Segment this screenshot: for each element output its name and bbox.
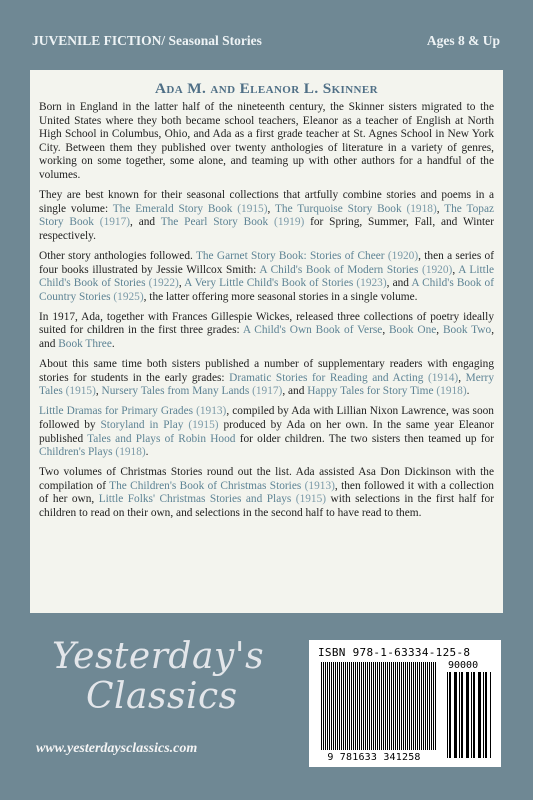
publication-year: (1918) (401, 202, 437, 215)
barcode-bar (325, 662, 326, 750)
barcode-bar (427, 662, 428, 750)
isbn-label: ISBN 978-1-63334-125-8 (318, 646, 471, 659)
barcode-bar (365, 662, 366, 750)
bio-text-run: , (458, 371, 466, 384)
book-title: Book Two (442, 324, 492, 337)
bio-text-run: In 1917, Ada, together with Frances Gillespie Wickes, released three collections of poetry ideally suited for children in the first three grades: (39, 310, 494, 337)
barcode-bar (371, 662, 372, 750)
publication-year: (1917) (249, 385, 283, 398)
age-range: Ages 8 & Up (426, 33, 500, 48)
barcode-bar (389, 662, 390, 750)
bio-text-run: , the latter offering more seasonal stories in a single volume. (143, 290, 418, 303)
barcode-bar (379, 662, 380, 750)
publication-year: (1920) (418, 263, 453, 276)
bio-paragraph (39, 405, 494, 459)
barcode-bar (321, 662, 322, 750)
publisher-logo (42, 636, 265, 756)
book-title: Little Folks' Christmas Stories and Plays (98, 493, 292, 506)
barcode-bar (369, 662, 370, 750)
publication-year: (1925) (110, 290, 144, 303)
barcode-bar (417, 662, 418, 750)
barcode-bar (419, 662, 420, 750)
book-title: Children's Plays (39, 446, 113, 459)
barcode-bar (413, 662, 414, 750)
book-title: Book One (388, 324, 437, 337)
barcode-bar (393, 662, 394, 750)
bio-text-run: . (111, 338, 115, 350)
barcode-bar (459, 672, 460, 758)
author-bio-panel (30, 70, 503, 613)
barcode-bar (447, 672, 448, 758)
barcode-bar (381, 662, 382, 750)
barcode-bar (433, 662, 434, 750)
barcode-bar (403, 662, 404, 750)
logo-text-yesterdays: Yesterday's (52, 636, 265, 677)
book-title: A Little Child's Book of Stories (39, 263, 495, 290)
book-title: Dramatic Stories for Reading and Acting (229, 371, 424, 384)
bio-paragraph (39, 311, 494, 352)
barcode-bar (391, 662, 392, 750)
barcode-bar (343, 662, 344, 750)
book-title: Book Three (58, 338, 112, 350)
barcode-bar (461, 672, 463, 758)
bio-text-run: , and (39, 324, 495, 350)
publication-year: (1920) (384, 249, 419, 262)
bio-text-run: , (178, 277, 185, 290)
barcode-bar (333, 662, 334, 750)
bio-text-run: for older children. The two sisters then teamed up for (235, 432, 494, 445)
barcode-bar (429, 662, 430, 750)
barcode-bar (401, 662, 402, 750)
barcode-bar (327, 662, 328, 750)
bio-text-run: , (452, 263, 459, 276)
barcode-bar (421, 662, 422, 750)
barcode-bar (361, 662, 362, 750)
barcode-bar (323, 662, 324, 750)
barcode-bar (353, 662, 354, 750)
barcode-bar (407, 662, 408, 750)
book-title: Merry Tales (39, 371, 494, 398)
barcode-bar (399, 662, 400, 750)
barcode-bar (335, 662, 336, 750)
barcode-bar (363, 662, 364, 750)
bio-text-run: , and (282, 385, 308, 398)
barcode-bar (409, 662, 410, 750)
bio-text-run: , and (386, 277, 412, 290)
bio-text-run: , and (130, 216, 161, 229)
barcode-bar (431, 662, 432, 750)
bio-text-run: for Spring, Summer, Fall, and Winter respectively. (39, 216, 494, 242)
bio-text-run: , (267, 202, 275, 215)
publication-year: (1913) (301, 479, 335, 492)
publication-year: (1918) (433, 385, 467, 398)
book-title: The Topaz Story Book (39, 202, 495, 229)
barcode-bar (397, 662, 398, 750)
bio-text-run: . (145, 446, 149, 459)
book-title: The Emerald Story Book (112, 202, 233, 215)
barcode-bar (423, 662, 424, 750)
barcode-bar (485, 672, 487, 758)
bio-text (39, 101, 494, 521)
bio-paragraph (39, 101, 494, 183)
publication-year: (1914) (423, 371, 459, 384)
publication-year: (1923) (353, 277, 387, 290)
barcode-bar (411, 662, 412, 750)
book-title: A Very Little Child's Book of Stories (184, 277, 354, 290)
publication-year: (1913) (193, 405, 227, 418)
publication-year: (1917) (93, 216, 131, 229)
barcode-bar (375, 662, 376, 750)
barcode-bar (359, 662, 360, 750)
book-title: Tales and Plays of Robin Hood (87, 432, 236, 445)
publisher-url: www.yesterdaysclassics.com (36, 741, 198, 756)
barcode-digits: 9 781633 341258 (327, 752, 421, 763)
barcode-bar (339, 662, 340, 750)
barcode-bar (490, 672, 491, 758)
publication-year: (1922) (145, 277, 179, 290)
barcode-bar (483, 672, 484, 758)
barcode-bar (367, 662, 368, 750)
barcode-bar (347, 662, 348, 750)
publication-year: (1919) (268, 216, 305, 229)
barcode-bar (395, 662, 396, 750)
book-title: Nursery Tales from Many Lands (101, 385, 250, 398)
barcode-bar (466, 672, 469, 758)
publication-year: (1915) (183, 418, 219, 431)
barcode-bar (383, 662, 384, 750)
bio-text-run: , (436, 324, 443, 337)
bio-text-run: , (95, 385, 102, 398)
barcode-bar (331, 662, 332, 750)
barcode-bar (355, 662, 356, 750)
bio-text-run: , then a series of four books illustrated by Jessie Willcox Smith: (39, 249, 494, 276)
publication-year: (1915) (291, 493, 327, 506)
bio-paragraph (39, 189, 494, 243)
isbn-barcode (309, 640, 501, 767)
bio-paragraph (39, 358, 494, 399)
barcode-bar (373, 662, 374, 750)
barcode-bar (454, 672, 457, 758)
barcode-bar (478, 672, 481, 758)
barcode-bar (337, 662, 338, 750)
barcode-bar (385, 662, 386, 750)
book-title: Happy Tales for Story Time (307, 385, 434, 398)
bio-text-run: , (436, 202, 445, 215)
book-title: Little Dramas for Primary Grades (39, 405, 194, 418)
barcode-bar (405, 662, 406, 750)
book-title: The Pearl Story Book (160, 216, 269, 229)
bio-text-run: Born in England in the latter half of the nineteenth century, the Skinner sisters migrated to the United States where they both became school teachers, Eleanor as a teacher of English at North High School in Columbus, Ohio, and Ada as a first grade teacher at St. Agnes School in New York City. Between them they published over twenty anthologies of literature in a variety of genres, working on some together, some alone, and teaming up with other authors for a handful of the volumes. (39, 101, 494, 181)
barcode-bar (377, 662, 378, 750)
publication-year: (1915) (232, 202, 268, 215)
bio-text-run: Two volumes of Christmas Stories round out the list. Ada assisted Asa Don Dickinson with the compilation of (39, 466, 494, 492)
bio-text-run: , then followed it with a collection of her own, (39, 479, 494, 506)
book-title: Storyland in Play (100, 418, 184, 431)
bio-text-run: . (466, 385, 470, 398)
author-title: Ada M. and Eleanor L. Skinner (155, 80, 378, 97)
bio-text-run: produced by Ada on her own. In the same year Eleanor published (39, 418, 494, 445)
barcode-bar (387, 662, 388, 750)
bio-text-run: , compiled by Ada with Lillian Nixon Lawrence, was soon followed by (39, 405, 494, 431)
bio-paragraph (39, 466, 494, 520)
bio-text-run: About this same time both sisters published a number of supplementary readers with engaging stories for students in the early grades: (39, 358, 494, 384)
book-title: A Child's Own Book of Verse (242, 324, 383, 337)
logo-text-classics: Classics (86, 676, 238, 717)
bio-text-run: Other story anthologies followed. (39, 249, 196, 262)
barcode-bar (345, 662, 346, 750)
barcode-bar (473, 672, 475, 758)
book-title: A Child's Book of Modern Stories (259, 263, 419, 276)
bio-text-run: , (382, 324, 389, 337)
barcode-bar (341, 662, 342, 750)
barcode-bar (449, 672, 451, 758)
book-title: The Garnet Story Book: Stories of Cheer (195, 249, 385, 262)
barcode-addon-price: 90000 (448, 660, 479, 671)
bio-text-run: They are best known for their seasonal collections that artfully combine stories and poems in a single volume: (39, 189, 494, 215)
barcode-bar (425, 662, 426, 750)
barcode-bar (357, 662, 358, 750)
barcode-bar (351, 662, 352, 750)
barcode-bar (415, 662, 416, 750)
genre-category: JUVENILE FICTION/ Seasonal Stories (32, 33, 262, 48)
book-title: A Child's Book of Country Stories (39, 277, 494, 303)
bio-text-run: with selections in the first half for children to read on their own, and selections in the second half to have read to them. (39, 493, 494, 520)
book-title: The Children's Book of Christmas Stories (109, 479, 302, 492)
back-cover-header (0, 0, 533, 60)
barcode-bar (471, 672, 472, 758)
book-title: The Turquoise Story Book (274, 202, 402, 215)
barcode-bar (329, 662, 330, 750)
publication-year: (1918) (112, 446, 146, 459)
barcode-bar (349, 662, 350, 750)
barcode-bar (435, 662, 436, 750)
bio-paragraph (39, 250, 494, 304)
publication-year: (1915) (62, 385, 96, 398)
